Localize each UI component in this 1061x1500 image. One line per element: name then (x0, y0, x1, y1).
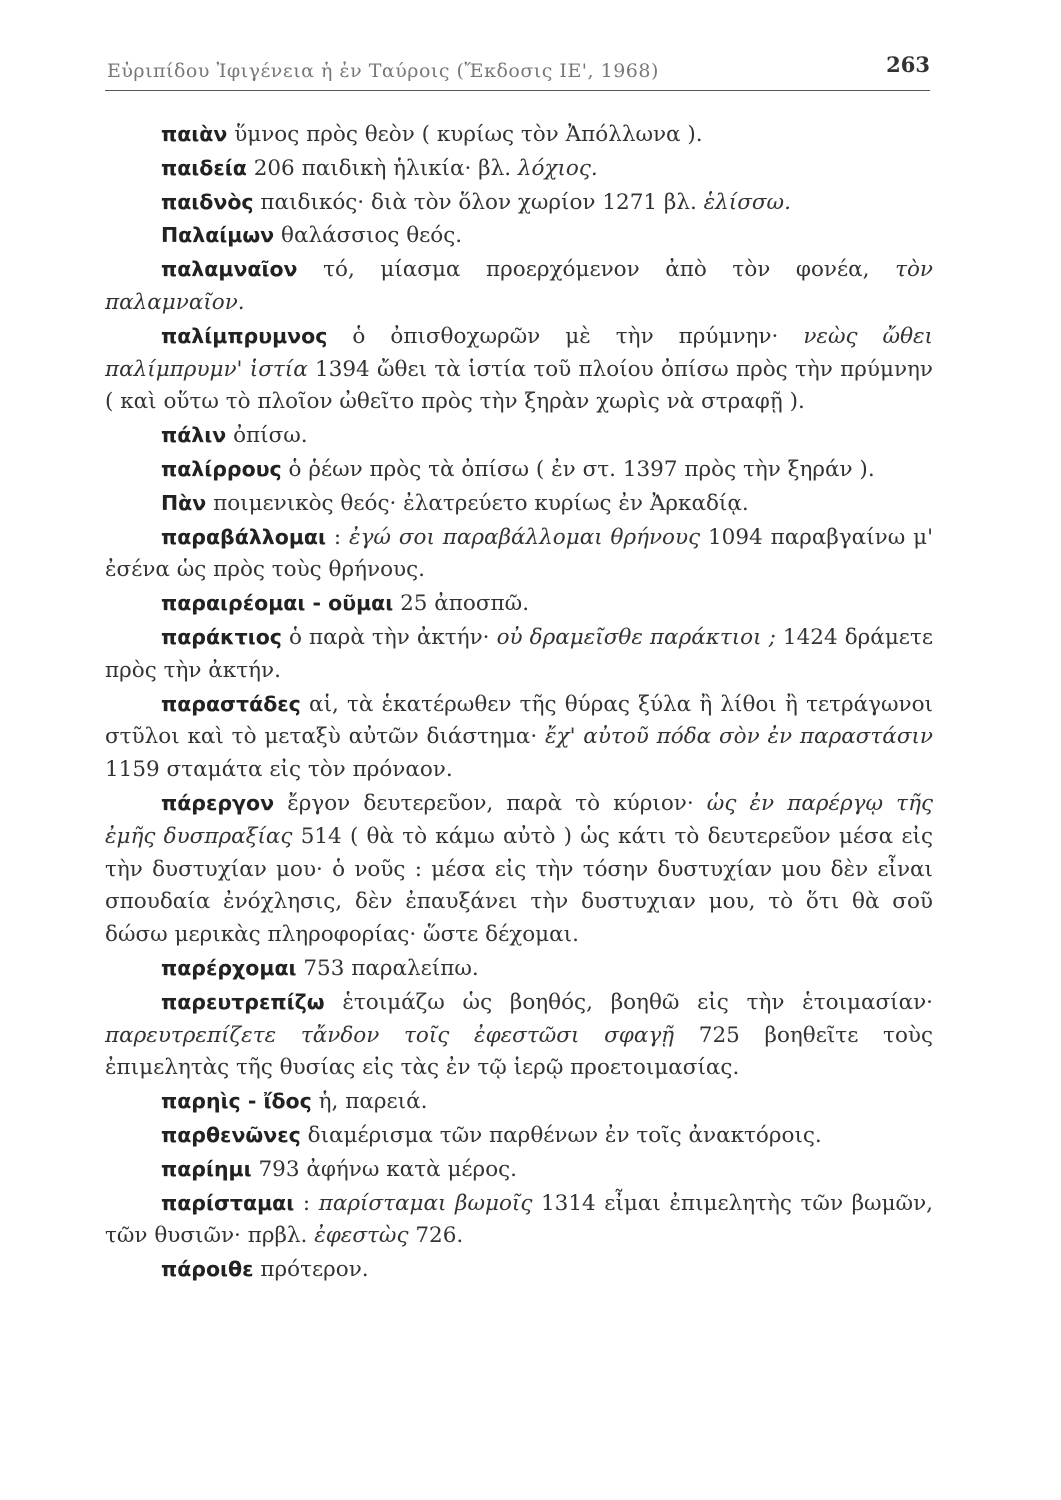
glossary-entry (105, 419, 933, 453)
entry-headword: παλίρρους (161, 456, 282, 481)
entry-headword: παρίημι (161, 1156, 252, 1181)
entry-definition: ὁ ὀπισθοχωρῶν μὲ τὴν πρύμνην· (352, 323, 804, 349)
entry-definition: : (302, 1190, 319, 1216)
page-header (105, 50, 930, 91)
entry-headword: πάλιν (161, 423, 227, 448)
entry-citation: παρίσταμαι βωμοῖς (318, 1190, 533, 1216)
glossary-entry (105, 688, 933, 787)
entry-definition: 1424 δράμετε πρὸς τὴν ἀκτήν. (105, 624, 933, 683)
entry-citation: νεὼς ὤθει παλίμπρυμν' ἱστία (105, 323, 933, 382)
glossary-body (105, 118, 933, 1287)
glossary-entry (105, 1187, 933, 1254)
entry-headword: παράκτιος (161, 624, 282, 649)
entry-citation: λόχιος. (517, 155, 598, 181)
entry-definition: διαμέρισμα τῶν παρθένων ἐν τοῖς ἀνακτόροις. (307, 1122, 822, 1148)
glossary-entry (105, 186, 933, 220)
entry-headword: παρευτρεπίζω (161, 989, 325, 1014)
entry-citation: τὸν παλαμναῖον. (105, 257, 933, 315)
glossary-entry (105, 621, 933, 688)
entry-citation: ἑλίσσω. (703, 189, 791, 215)
entry-citation: παρευτρεπίζετε τἄνδον τοῖς ἐφεστῶσι σφαγῇ (105, 1022, 675, 1048)
entry-definition: 514 ( θὰ τὸ κάμω αὐτὸ ) ὡς κάτι τὸ δευτερεῦον μέσα εἰς τὴν δυστυχίαν μου· ὁ νοῦς : μέσα εἰς τὴν τόσην δυστυχίαν μου δὲν εἶναι σπουδαία ἐνόχλησις, δὲν ἐπαυξάνει τὴν δυστυχιαν μου, τὸ ὅτι θὰ σοῦ δώσω μερικὰς πληροφορίας· ὥστε δέχομαι. (105, 823, 933, 948)
entry-citation: ἔχ' αὐτοῦ πόδα σὸν ἐν παραστάσιν (545, 724, 933, 750)
entry-citation: ὡς ἐν παρέργῳ τῆς ἐμῆς δυσπραξίας (105, 790, 933, 849)
glossary-entry (105, 320, 933, 419)
entry-headword: παραβάλλομαι (161, 524, 327, 549)
glossary-entry (105, 952, 933, 986)
entry-definition: παιδικός· διὰ τὸν ὅλον χωρίον 1271 βλ. (260, 189, 704, 215)
entry-headword: παρέρχομαι (161, 955, 297, 980)
entry-headword: παιδεία (161, 155, 247, 180)
entry-headword: παρίσταμαι (161, 1190, 295, 1215)
entry-definition: ὕμνος πρὸς θεὸν ( κυρίως τὸν Ἀπόλλωνα ). (234, 122, 703, 147)
entry-headword: πάροιθε (161, 1257, 254, 1282)
entry-definition: ἡ, παρειά. (318, 1089, 428, 1115)
entry-citation: οὐ δραμεῖσθε παράκτιοι ; (496, 624, 776, 650)
glossary-entry (105, 487, 933, 521)
entry-citation: ἐφεστὼς (314, 1223, 409, 1249)
glossary-entry (105, 986, 933, 1085)
entry-definition: 753 παραλείπω. (303, 955, 479, 981)
entry-definition: 206 παιδικὴ ἡλικία· βλ. (253, 155, 518, 181)
entry-headword: παρηὶς - ἴδος (161, 1089, 312, 1114)
entry-headword: παλαμναῖον (161, 257, 298, 282)
entry-definition: αἱ, τὰ ἑκατέρωθεν τῆς θύρας ξύλα ἢ λίθοι ἢ τετράγωνοι στῦλοι καὶ τὸ μεταξὺ αὐτῶν διάστημα· (105, 691, 933, 750)
entry-definition: 725 βοηθεῖτε τοὺς ἐπιμελητὰς τῆς θυσίας εἰς τὰς ἐν τῷ ἱερῷ προετοιμασίας. (105, 1022, 933, 1081)
entry-definition: 25 ἀποσπῶ. (400, 591, 530, 617)
entry-definition: ἔργον δευτερεῦον, παρὰ τὸ κύριον· (287, 790, 707, 816)
glossary-entry (105, 118, 933, 152)
entry-headword: Πὰν (161, 490, 207, 515)
entry-definition: 1094 παραβγαίνω μ' ἐσένα ὡς πρὸς τοὺς θρήνους. (105, 524, 933, 583)
glossary-entry (105, 1253, 933, 1287)
entry-definition: 1394 ὤθει τὰ ἱστία τοῦ πλοίου ὀπίσω πρὸς τὴν πρύμνην ( καὶ οὕτω τὸ πλοῖον ὠθεῖτο πρὸς τὴν ξηρὰν χωρὶς νὰ στραφῇ ). (105, 356, 933, 415)
page-number: 263 (886, 52, 930, 77)
entry-definition: θαλάσσιος θεός. (281, 223, 463, 249)
entry-definition: ἑτοιμάζω ὡς βοηθός, βοηθῶ εἰς τὴν ἑτοιμασίαν· (342, 989, 934, 1015)
glossary-entry (105, 453, 933, 487)
entry-definition: ὀπίσω. (233, 423, 308, 449)
glossary-entry (105, 1153, 933, 1187)
entry-definition: πρότερον. (260, 1257, 369, 1283)
glossary-entry (105, 152, 933, 186)
entry-definition: τό, μίασμα προερχόμενον ἀπὸ τὸν φονέα, (323, 257, 896, 283)
glossary-entry (105, 219, 933, 253)
entry-definition: ὁ ῥέων πρὸς τὰ ὀπίσω ( ἐν στ. 1397 πρὸς τὴν ξηράν ). (288, 456, 875, 482)
glossary-entry (105, 1119, 933, 1153)
running-head: Εὐριπίδου Ἰφιγένεια ἡ ἐν Ταύροις (Ἔκδοσις ΙΕ', 1968) (107, 60, 659, 82)
entry-definition: 726. (408, 1223, 464, 1249)
entry-definition: 793 ἀφήνω κατὰ μέρος. (258, 1156, 518, 1182)
entry-definition: ὁ παρὰ τὴν ἀκτήν· (289, 624, 497, 650)
entry-definition: 1159 σταμάτα εἰς τὸν πρόναον. (105, 757, 453, 783)
glossary-entry (105, 521, 933, 588)
entry-headword: παραστάδες (161, 691, 301, 716)
entry-definition: ποιμενικὸς θεός· ἐλατρεύετο κυρίως ἐν Ἀρκαδίᾳ. (213, 490, 749, 516)
entry-headword: παιδνὸς (161, 189, 254, 214)
glossary-entry (105, 253, 933, 320)
glossary-entry (105, 587, 933, 621)
entry-definition: : (333, 524, 350, 550)
entry-headword: πάρεργον (161, 790, 275, 815)
entry-headword: παρθενῶνες (161, 1122, 301, 1147)
glossary-entry (105, 1085, 933, 1119)
entry-headword: παιὰν (161, 122, 228, 146)
entry-headword: Παλαίμων (161, 223, 275, 248)
entry-headword: παραιρέομαι - οῦμαι (161, 591, 394, 616)
entry-headword: παλίμπρυμνος (161, 323, 328, 348)
entry-citation: ἐγώ σοι παραβάλλομαι θρήνους (349, 524, 701, 550)
glossary-entry (105, 787, 933, 952)
entry-definition: 1314 εἶμαι ἐπιμελητὴς τῶν βωμῶν, τῶν θυσιῶν· πρβλ. (105, 1190, 933, 1249)
